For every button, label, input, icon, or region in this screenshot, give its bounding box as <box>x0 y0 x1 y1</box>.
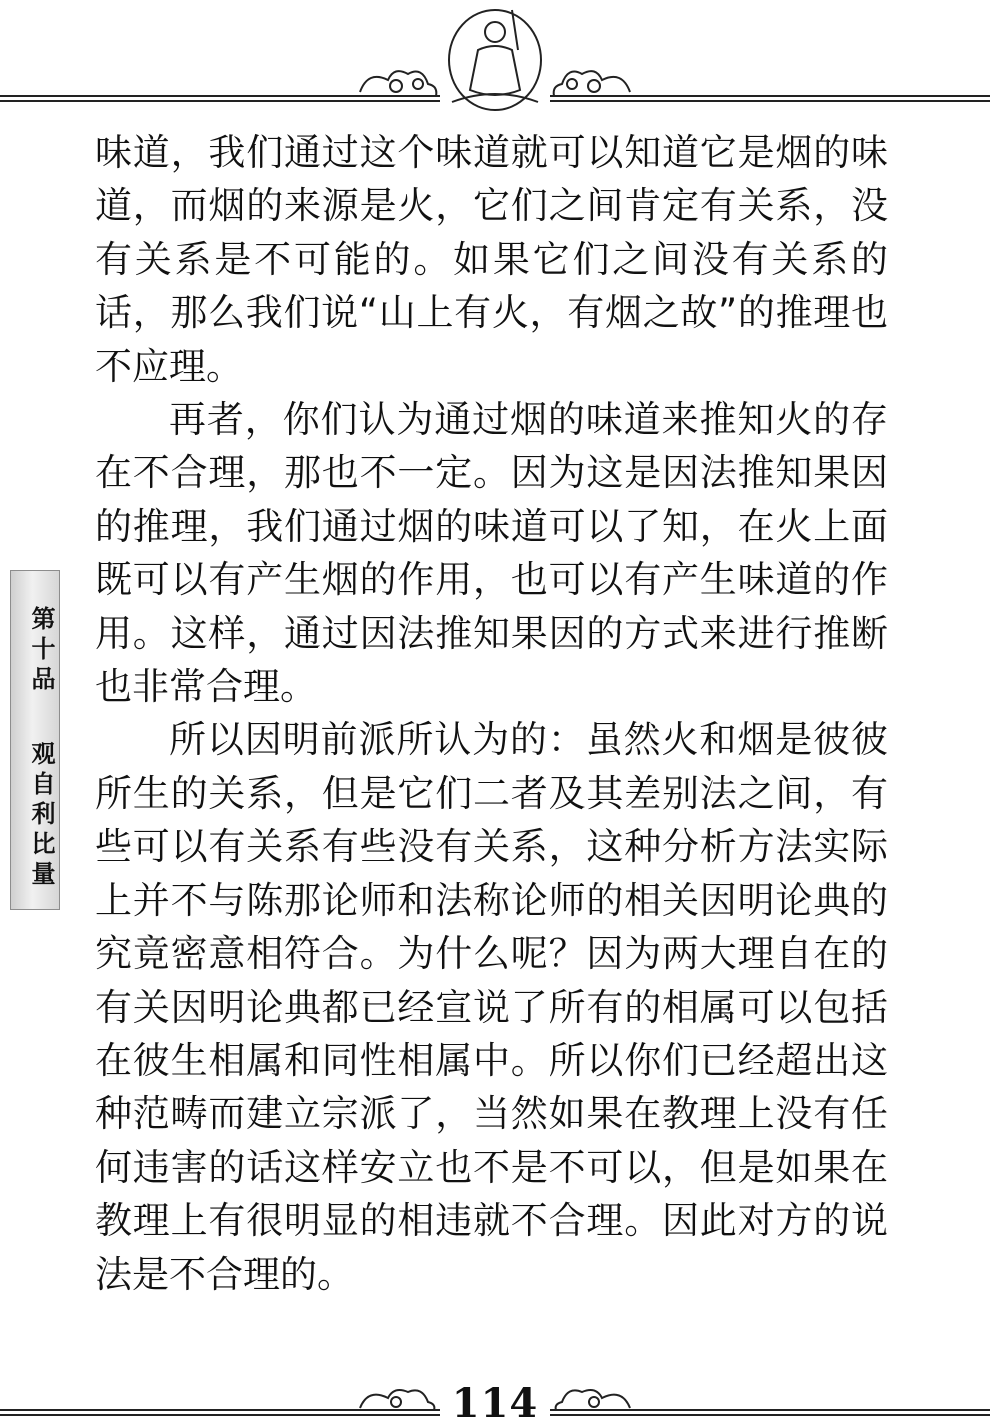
paragraph-3: 所以因明前派所认为的：虽然火和烟是彼彼所生的关系，但是它们二者及其差别法之间，有些可以有关系有些没有关系，这种分析方法实际上并不与陈那论师和法称论师的相关因明论典的究竟密意相符合。为什么呢？因为两大理自在的有关因明论典都已经宣说了所有的相属可以包括在彼生相属和同性相属中。所以你们已经超出这种范畴而建立宗派了，当然如果在教理上没有任何违害的话这样安立也不是不可以，但是如果在教理上有很明显的相违就不合理。因此对方的说法是不合理的。 <box>95 718 888 1296</box>
page-number: 114 <box>451 1380 539 1427</box>
cloud-ornament-left-icon <box>360 71 436 96</box>
deity-figure-icon <box>449 10 541 110</box>
chapter-side-tab <box>10 570 60 910</box>
header-ornament <box>0 0 990 115</box>
chapter-title: 观自利比量 <box>27 741 56 891</box>
paragraph-1: 味道，我们通过这个味道就可以知道它是烟的味道，而烟的来源是火，它们之间肯定有关系，没有关系是不可能的。如果它们之间没有关系的话，那么我们说“山上有火，有烟之故”的推理也不应理。 <box>95 131 888 388</box>
chapter-number: 第十品 <box>27 606 56 696</box>
paragraph-2: 再者，你们认为通过烟的味道来推知火的存在不合理，那也不一定。因为这是因法推知果因的推理，我们通过烟的味道可以了知，在火上面既可以有产生烟的作用，也可以有产生味道的作用。这样，通过因法推知果因的方式来进行推断也非常合理。 <box>95 398 888 709</box>
body-text <box>95 126 888 1301</box>
cloud-ornament-right-icon <box>554 71 630 96</box>
